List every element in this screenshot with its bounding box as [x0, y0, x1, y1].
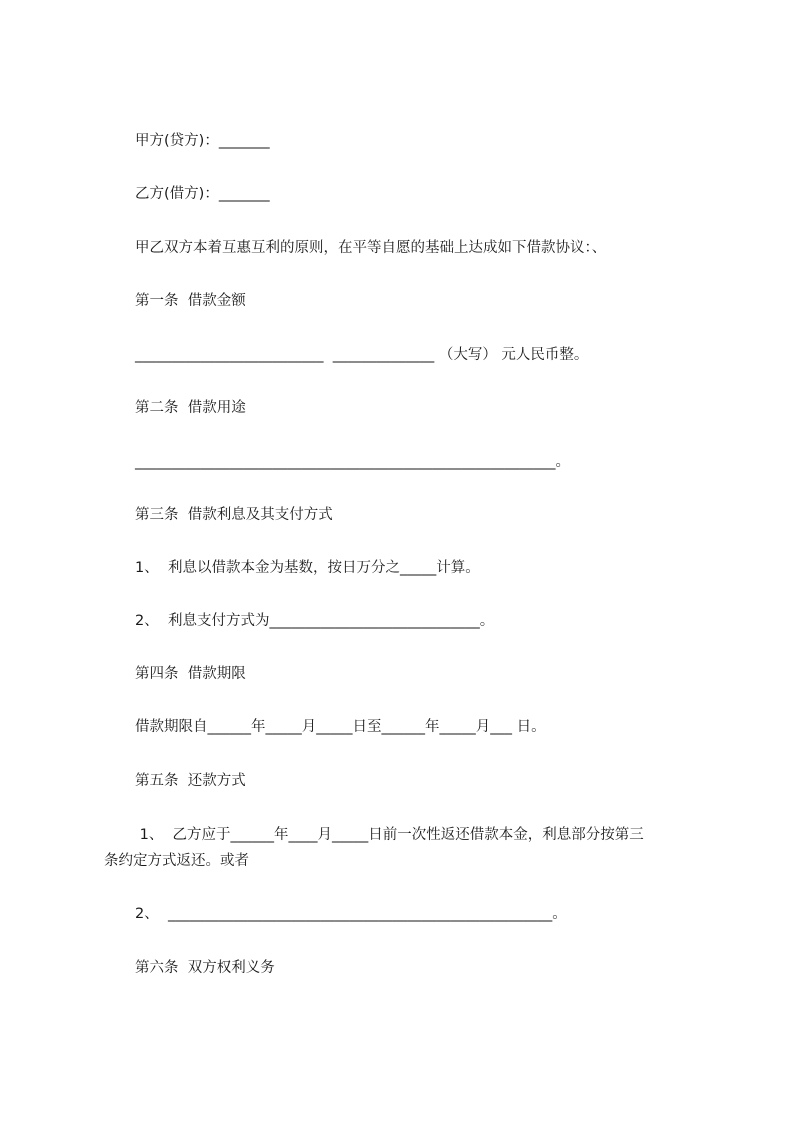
- article-5-title: 第五条 还款方式: [135, 773, 246, 789]
- article-6-title: 第六条 双方权利义务: [135, 960, 275, 976]
- article-5-item-1-line-1: 1、 乙方应于______年____月_____日前一次性返还借款本金，利息部分按第三: [135, 827, 644, 843]
- article-4-title: 第四条 借款期限: [135, 666, 246, 682]
- article-3-item-2: 2、 利息支付方式为_____________________________。: [135, 613, 495, 629]
- party-a-line: 甲方(贷方)：_______: [135, 133, 270, 149]
- article-1-content: __________________________ ______________ （大写） 元人民币整。: [135, 347, 589, 363]
- article-2-content: __________________________________________________________。: [135, 454, 570, 470]
- article-3-item-1: 1、 利息以借款本金为基数，按日万分之_____计算。: [135, 560, 480, 576]
- article-5-item-1-line-2: 条约定方式返还。或者: [104, 853, 249, 869]
- article-3-title: 第三条 借款利息及其支付方式: [135, 507, 333, 523]
- article-4-content: 借款期限自______年_____月_____日至______年_____月___ 日。: [135, 719, 546, 735]
- article-5-item-2: 2、 _____________________________________________________。: [135, 906, 567, 922]
- article-2-title: 第二条 借款用途: [135, 400, 246, 416]
- preamble: 甲乙双方本着互惠互利的原则，在平等自愿的基础上达成如下借款协议：、: [135, 240, 607, 256]
- party-b-line: 乙方(借方)：_______: [135, 186, 270, 202]
- article-1-title: 第一条 借款金额: [135, 293, 246, 309]
